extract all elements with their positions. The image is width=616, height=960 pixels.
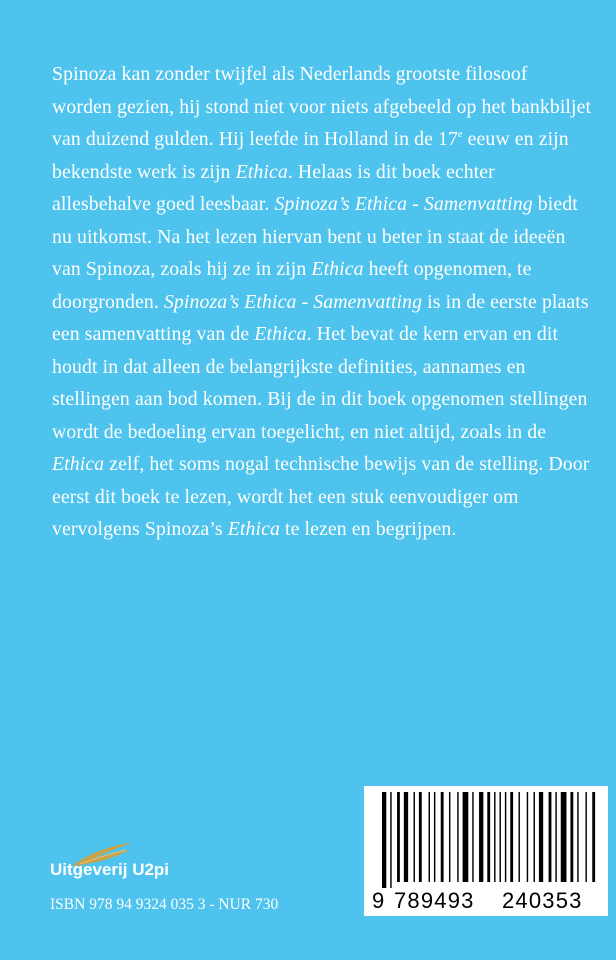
back-cover-blurb <box>52 58 592 546</box>
blurb-text: zelf, het soms nogal technische bewijs van de stelling. Door eerst dit boek te lezen, wordt het een stuk eenvoudiger om vervolgens Spinoza’s <box>52 453 590 540</box>
barcode-bar <box>592 792 595 882</box>
barcode-digits-right: 240353 <box>502 888 583 913</box>
blurb-italic-text: Ethica <box>311 258 364 280</box>
blurb-text: . Het bevat de kern ervan en dit houdt in dat alleen de belangrijkste definities, aannames en stellingen aan bod komen. Bij de in dit boek opgenomen stellingen wordt de bedoeling ervan toegelicht, en niet altijd, zoals in de <box>52 323 588 443</box>
barcode-bar <box>570 792 573 882</box>
barcode-bar <box>549 792 552 882</box>
barcode-bar <box>449 792 450 882</box>
blurb-italic-text: Ethica <box>254 323 307 345</box>
blurb-text: . Helaas is dit boek echter allesbehalve goed leesbaar. <box>52 160 495 215</box>
blurb-italic-text: Spinoza’s Ethica - Samenvatting <box>163 290 423 313</box>
blurb-text: te lezen en begrijpen. <box>279 518 457 540</box>
barcode-bar <box>429 792 430 882</box>
barcode-bar <box>585 792 586 882</box>
blurb-superscript: e <box>458 129 463 140</box>
blurb-text: is in de eerste plaats een samenvatting van de <box>52 290 589 345</box>
barcode-digits-left: 789493 <box>394 888 475 913</box>
barcode-bar <box>555 792 556 882</box>
barcode-bar <box>487 792 490 882</box>
barcode-digits <box>372 888 602 914</box>
barcode-bar <box>382 792 386 888</box>
barcode-bar <box>479 792 483 882</box>
blurb-text: eeuw en zijn bekendste werk is zijn <box>52 128 569 183</box>
barcode-bar <box>510 792 513 882</box>
barcode-bar <box>397 792 400 882</box>
barcode-bar <box>499 792 500 882</box>
barcode-bar <box>414 792 415 882</box>
barcode-bar <box>457 792 458 882</box>
blurb-italic-text: Spinoza’s Ethica - Samenvatting <box>274 193 533 215</box>
barcode-bar <box>441 792 444 882</box>
barcode-bar <box>539 792 543 882</box>
barcode-bar <box>434 792 435 882</box>
barcode-bar <box>534 792 535 882</box>
blurb-text: heeft opgenomen, te doorgronden. <box>52 258 532 313</box>
barcode-bar <box>494 792 495 882</box>
barcode <box>364 786 608 916</box>
blurb-italic-text: Ethica <box>235 160 288 183</box>
barcode-bar <box>419 792 422 882</box>
blurb-italic-text: Ethica <box>52 453 105 475</box>
barcode-bar <box>390 792 391 888</box>
barcode-bars <box>372 792 600 888</box>
barcode-bar <box>561 792 567 882</box>
barcode-bar <box>505 792 506 882</box>
barcode-bar <box>472 792 473 882</box>
isbn-line: ISBN 978 94 9324 035 3 - NUR 730 <box>50 896 279 913</box>
publisher-name: Uitgeverij U2pi <box>50 860 170 879</box>
blurb-text: Spinoza kan zonder twijfel als Nederlands grootste filosoof worden gezien, hij stond niet voor niets afgebeeld op het bankbiljet van duizend gulden. Hij leefde in Holland in de 17 <box>52 63 592 150</box>
barcode-bar <box>404 792 408 882</box>
barcode-bar <box>518 792 519 882</box>
barcode-digit-first: 9 <box>372 888 386 913</box>
barcode-bar <box>577 792 578 882</box>
barcode-bar <box>463 792 469 882</box>
barcode-bar <box>527 792 528 882</box>
blurb-text: biedt nu uitkomst. Na het lezen hiervan bent u beter in staat de ideeën van Spinoza, zoals hij ze in zijn <box>52 193 578 280</box>
blurb-italic-text: Ethica <box>227 518 280 540</box>
